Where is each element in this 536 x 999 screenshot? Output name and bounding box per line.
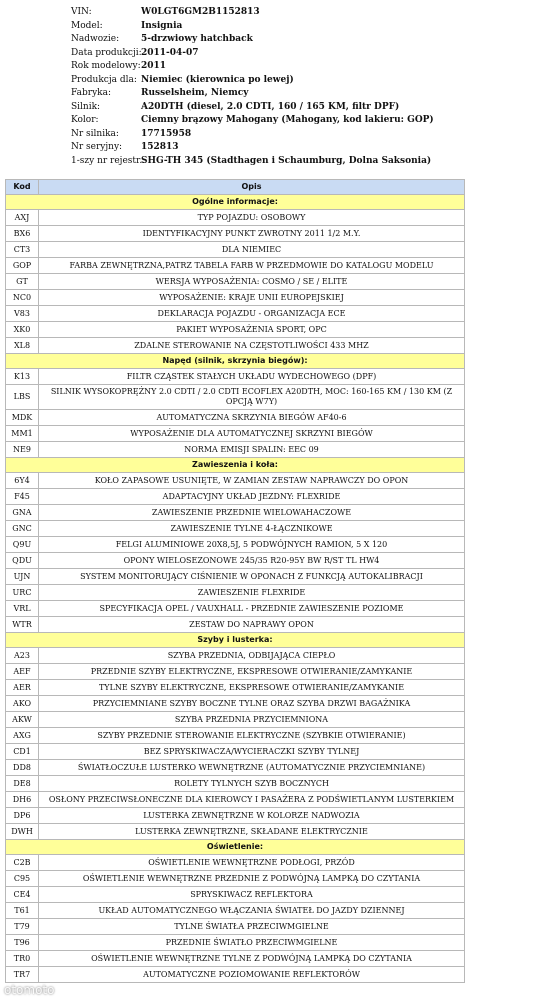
table-row (6, 903, 465, 919)
table-row (6, 521, 465, 537)
option-code: TR7 (6, 967, 39, 983)
spec-row (0, 6, 536, 20)
watermark: otomoto (4, 983, 55, 997)
option-code: DWH (6, 824, 39, 840)
spec-row (0, 128, 536, 142)
option-description: OŚWIETLENIE WEWNĘTRZNE PODŁOGI, PRZÓD (39, 855, 465, 871)
option-description: OŚWIETLENIE WEWNĘTRZNE TYLNE Z PODWÓJNĄ LAMPKĄ DO CZYTANIA (39, 951, 465, 967)
option-code: CT3 (6, 242, 39, 258)
option-description: ZESTAW DO NAPRAWY OPON (39, 617, 465, 633)
option-description: TYP POJAZDU: OSOBOWY (39, 210, 465, 226)
table-row (6, 887, 465, 903)
option-description: SZYBA PRZEDNIA PRZYCIEMNIONA (39, 712, 465, 728)
option-description: PAKIET WYPOSAŻENIA SPORT, OPC (39, 322, 465, 338)
option-code: VRL (6, 601, 39, 617)
option-code: NC0 (6, 290, 39, 306)
option-code: AER (6, 680, 39, 696)
option-description: KOŁO ZAPASOWE USUNIĘTE, W ZAMIAN ZESTAW NAPRAWCZY DO OPON (39, 473, 465, 489)
spec-label: Silnik: (71, 101, 101, 112)
option-description: SZYBY PRZEDNIE STEROWANIE ELEKTRYCZNE (SZYBKIE OTWIERANIE) (39, 728, 465, 744)
section-header-row (6, 458, 465, 473)
option-description: WYPOSAŻENIE: KRAJE UNII EUROPEJSKIEJ (39, 290, 465, 306)
spec-label: Model: (71, 20, 103, 31)
option-description: OŚWIETLENIE WEWNĘTRZNE PRZEDNIE Z PODWÓJNĄ LAMPKĄ DO CZYTANIA (39, 871, 465, 887)
table-row (6, 696, 465, 712)
spec-label: VIN: (71, 7, 92, 17)
option-code: QDU (6, 553, 39, 569)
option-code: C95 (6, 871, 39, 887)
section-title: Ogólne informacje: (6, 195, 465, 210)
option-description: OSŁONY PRZECIWSŁONECZNE DLA KIEROWCY I PASAŻERA Z PODŚWIETLANYM LUSTERKIEM (39, 792, 465, 808)
option-code: 6Y4 (6, 473, 39, 489)
table-row (6, 290, 465, 306)
spec-row (0, 155, 536, 169)
option-description: AUTOMATYCZNA SKRZYNIA BIEGÓW AF40-6 (39, 410, 465, 426)
option-description: PRZEDNIE SZYBY ELEKTRYCZNE, EKSPRESOWE OTWIERANIE/ZAMYKANIE (39, 664, 465, 680)
table-row (6, 322, 465, 338)
option-code: UJN (6, 569, 39, 585)
option-code: MM1 (6, 426, 39, 442)
option-description: PRZEDNIE ŚWIATŁO PRZECIWMGIELNE (39, 935, 465, 951)
option-code: T96 (6, 935, 39, 951)
option-code: GNC (6, 521, 39, 537)
option-code: XK0 (6, 322, 39, 338)
spec-value: SHG-TH 345 (Stadthagen i Schaumburg, Dolna Saksonia) (141, 155, 432, 166)
option-code: DH6 (6, 792, 39, 808)
table-row (6, 505, 465, 521)
table-row (6, 871, 465, 887)
option-description: SILNIK WYSOKOPRĘŻNY 2.0 CDTI / 2.0 CDTI ECOFLEX A20DTH, MOC: 160-165 KM / 130 KM (Z OPCJĄ W7Y) (39, 385, 465, 410)
option-description: TYLNE ŚWIATŁA PRZECIWMGIELNE (39, 919, 465, 935)
spec-value: 152813 (141, 142, 179, 152)
option-description: TYLNE SZYBY ELEKTRYCZNE, EKSPRESOWE OTWIERANIE/ZAMYKANIE (39, 680, 465, 696)
table-row (6, 808, 465, 824)
option-description: FARBA ZEWNĘTRZNA,PATRZ TABELA FARB W PRZEDMOWIE DO KATALOGU MODELU (39, 258, 465, 274)
option-code: BX6 (6, 226, 39, 242)
table-row (6, 712, 465, 728)
option-description: SPECYFIKACJA OPEL / VAUXHALL - PRZEDNIE ZAWIESZENIE POZIOME (39, 601, 465, 617)
table-row (6, 338, 465, 354)
spec-row (0, 47, 536, 61)
option-description: FILTR CZĄSTEK STAŁYCH UKŁADU WYDECHOWEGO (DPF) (39, 369, 465, 385)
spec-value: 2011 (141, 61, 167, 71)
table-header-row (6, 180, 465, 195)
table-row (6, 951, 465, 967)
option-code: V83 (6, 306, 39, 322)
option-description: DEKLARACJA POJAZDU - ORGANIZACJA ECE (39, 306, 465, 322)
options-table-body (6, 195, 465, 983)
option-description: NORMA EMISJI SPALIN: EEC 09 (39, 442, 465, 458)
option-code: F45 (6, 489, 39, 505)
section-title: Szyby i lusterka: (6, 633, 465, 648)
option-description: ZDALNE STEROWANIE NA CZĘSTOTLIWOŚCI 433 MHZ (39, 338, 465, 354)
spec-row (0, 20, 536, 34)
spec-label: 1-szy nr rejestr.: (71, 155, 146, 166)
spec-label: Nr seryjny: (71, 142, 123, 152)
section-title: Oświetlenie: (6, 840, 465, 855)
section-header-row (6, 633, 465, 648)
option-code: AXJ (6, 210, 39, 226)
option-description: SPRYSKIWACZ REFLEKTORA (39, 887, 465, 903)
option-code: MDK (6, 410, 39, 426)
option-code: C2B (6, 855, 39, 871)
option-code: WTR (6, 617, 39, 633)
table-row (6, 680, 465, 696)
option-code: AEF (6, 664, 39, 680)
option-code: AXG (6, 728, 39, 744)
spec-value: 5-drzwiowy hatchback (141, 34, 253, 44)
option-code: LBS (6, 385, 39, 410)
spec-value: Russelsheim, Niemcy (141, 88, 249, 98)
section-header-row (6, 195, 465, 210)
option-code: DE8 (6, 776, 39, 792)
option-description: SZYBA PRZEDNIA, ODBIJAJĄCA CIEPŁO (39, 648, 465, 664)
option-code: GT (6, 274, 39, 290)
option-code: GNA (6, 505, 39, 521)
table-row (6, 553, 465, 569)
table-row (6, 306, 465, 322)
table-row (6, 258, 465, 274)
spec-value: W0LGT6GM2B1152813 (141, 7, 260, 17)
spec-label: Kolor: (71, 115, 99, 125)
option-description: WERSJA WYPOSAŻENIA: COSMO / SE / ELITE (39, 274, 465, 290)
option-code: AKW (6, 712, 39, 728)
table-row (6, 242, 465, 258)
table-row (6, 210, 465, 226)
spec-label: Nr silnika: (71, 128, 119, 139)
option-description: ZAWIESZENIE FLEXRIDE (39, 585, 465, 601)
option-description: WYPOSAŻENIE DLA AUTOMATYCZNEJ SKRZYNI BIEGÓW (39, 426, 465, 442)
option-code: K13 (6, 369, 39, 385)
spec-row (0, 101, 536, 115)
option-description: BEZ SPRYSKIWACZA/WYCIERACZKI SZYBY TYLNEJ (39, 744, 465, 760)
option-description: FELGI ALUMINIOWE 20X8,5J, 5 PODWÓJNYCH RAMION, 5 X 120 (39, 537, 465, 553)
table-row (6, 919, 465, 935)
table-row (6, 648, 465, 664)
section-header-row (6, 840, 465, 855)
option-code: AKO (6, 696, 39, 712)
option-description: SYSTEM MONITORUJĄCY CIŚNIENIE W OPONACH Z FUNKCJĄ AUTOKALIBRACJI (39, 569, 465, 585)
table-row (6, 728, 465, 744)
spec-row (0, 74, 536, 88)
option-description: UKŁAD AUTOMATYCZNEGO WŁĄCZANIA ŚWIATEŁ DO JAZDY DZIENNEJ (39, 903, 465, 919)
table-row (6, 617, 465, 633)
option-code: DP6 (6, 808, 39, 824)
table-row (6, 385, 465, 410)
table-row (6, 369, 465, 385)
option-code: T61 (6, 903, 39, 919)
option-code: CE4 (6, 887, 39, 903)
option-description: ROLETY TYLNYCH SZYB BOCZNYCH (39, 776, 465, 792)
option-code: TR0 (6, 951, 39, 967)
option-description: DLA NIEMIEC (39, 242, 465, 258)
table-row (6, 442, 465, 458)
spec-value: 17715958 (141, 128, 192, 139)
option-code: DD8 (6, 760, 39, 776)
table-row (6, 226, 465, 242)
table-row (6, 473, 465, 489)
option-description: ZAWIESZENIE TYLNE 4-ŁĄCZNIKOWE (39, 521, 465, 537)
table-row (6, 824, 465, 840)
table-row (6, 601, 465, 617)
table-row (6, 537, 465, 553)
table-row (6, 744, 465, 760)
spec-row (0, 141, 536, 155)
option-code: GOP (6, 258, 39, 274)
spec-row (0, 60, 536, 74)
table-row (6, 426, 465, 442)
option-description: ZAWIESZENIE PRZEDNIE WIELOWAHACZOWE (39, 505, 465, 521)
option-code: CD1 (6, 744, 39, 760)
spec-row (0, 87, 536, 101)
table-row (6, 489, 465, 505)
spec-value: Insignia (141, 20, 183, 31)
spec-value: A20DTH (diesel, 2.0 CDTI, 160 / 165 KM, filtr DPF) (141, 101, 400, 112)
table-row (6, 776, 465, 792)
option-description: OPONY WIELOSEZONOWE 245/35 R20-95Y BW R/ST TL HW4 (39, 553, 465, 569)
spec-value: 2011-04-07 (141, 47, 199, 58)
table-row (6, 967, 465, 983)
option-description: AUTOMATYCZNE POZIOMOWANIE REFLEKTORÓW (39, 967, 465, 983)
section-header-row (6, 354, 465, 369)
option-code: URC (6, 585, 39, 601)
spec-label: Fabryka: (71, 88, 111, 98)
option-code: XL8 (6, 338, 39, 354)
table-row (6, 569, 465, 585)
spec-label: Rok modelowy: (71, 61, 141, 71)
spec-label: Nadwozie: (71, 34, 120, 44)
spec-value: Niemiec (kierownica po lewej) (141, 74, 294, 85)
option-description: PRZYCIEMNIANE SZYBY BOCZNE TYLNE ORAZ SZYBA DRZWI BAGAŻNIKA (39, 696, 465, 712)
option-description: ŚWIATŁOCZUŁE LUSTERKO WEWNĘTRZNE (AUTOMATYCZNIE PRZYCIEMNIANE) (39, 760, 465, 776)
table-row (6, 410, 465, 426)
table-row (6, 664, 465, 680)
vehicle-specs (0, 6, 536, 168)
table-row (6, 935, 465, 951)
section-title: Napęd (silnik, skrzynia biegów): (6, 354, 465, 369)
table-row (6, 274, 465, 290)
code-column-header: Kod (6, 180, 39, 195)
spec-value: Ciemny brązowy Mahogany (Mahogany, kod lakieru: GOP) (141, 115, 434, 125)
table-row (6, 792, 465, 808)
option-description: LUSTERKA ZEWNĘTRZNE, SKŁADANE ELEKTRYCZNIE (39, 824, 465, 840)
spec-label: Produkcja dla: (71, 74, 137, 85)
option-description: ADAPTACYJNY UKŁAD JEZDNY: FLEXRIDE (39, 489, 465, 505)
option-code: NE9 (6, 442, 39, 458)
description-column-header: Opis (39, 180, 465, 195)
spec-row (0, 33, 536, 47)
spec-row (0, 114, 536, 128)
option-description: IDENTYFIKACYJNY PUNKT ZWROTNY 2011 1/2 M.Y. (39, 226, 465, 242)
table-row (6, 585, 465, 601)
option-description: LUSTERKA ZEWNĘTRZNE W KOLORZE NADWOZIA (39, 808, 465, 824)
table-row (6, 760, 465, 776)
option-code: Q9U (6, 537, 39, 553)
options-table (5, 179, 465, 983)
option-code: T79 (6, 919, 39, 935)
section-title: Zawieszenia i koła: (6, 458, 465, 473)
option-code: A23 (6, 648, 39, 664)
spec-label: Data produkcji: (71, 47, 142, 58)
table-row (6, 855, 465, 871)
